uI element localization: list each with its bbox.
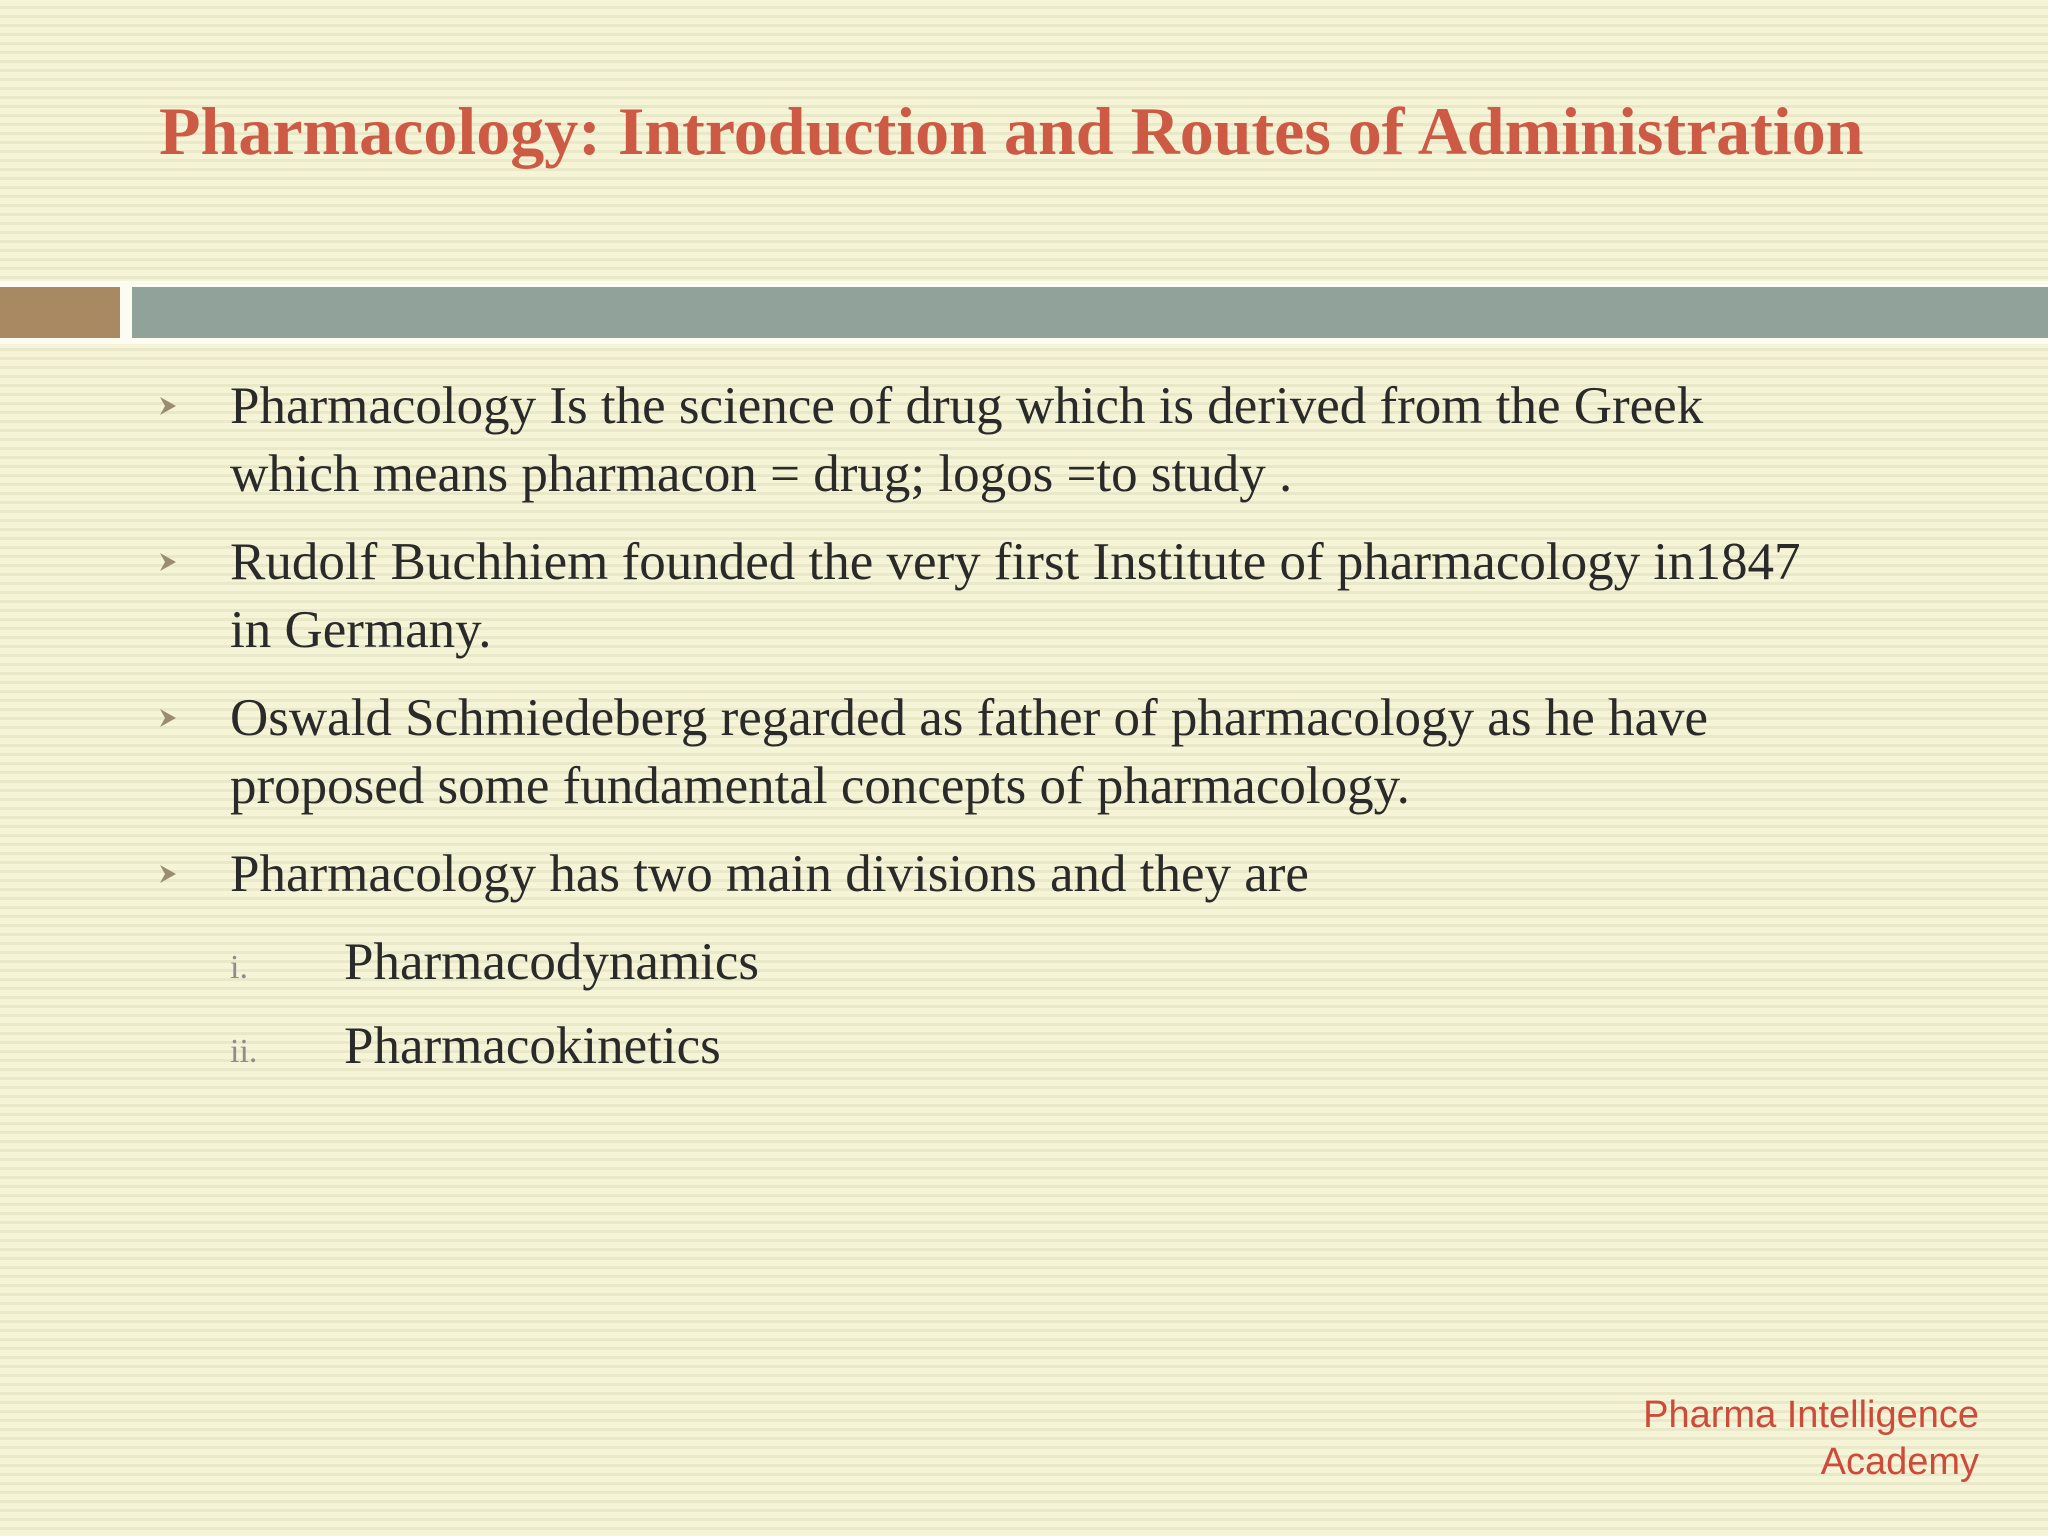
footer-line: Academy <box>1820 1441 1979 1483</box>
arrow-right-icon <box>158 862 178 886</box>
bullet-item <box>158 372 1978 508</box>
bullet-text-line: proposed some fundamental concepts of pharmacology. <box>230 757 1410 815</box>
bullet-list <box>158 372 1978 1096</box>
bullet-text-line: Rudolf Buchhiem founded the very first Institute of pharmacology in1847 <box>230 533 1801 591</box>
sub-item-text: Pharmacodynamics <box>344 933 760 991</box>
bullet-item <box>158 684 1978 820</box>
bullet-item <box>158 840 1978 908</box>
sub-item-number: ii. <box>230 1033 258 1070</box>
arrow-right-icon <box>158 394 178 418</box>
divider-bar <box>132 287 2048 338</box>
bullet-item <box>158 528 1978 664</box>
bullet-text-line: Pharmacology Is the science of drug which is derived from the Greek <box>230 377 1704 435</box>
sub-item-pharmacokinetics <box>158 1012 1978 1080</box>
footer-branding <box>1643 1392 1979 1486</box>
divider-accent-block <box>0 287 120 338</box>
footer-line: Pharma Intelligence <box>1643 1394 1979 1436</box>
bullet-text-line: Oswald Schmiedeberg regarded as father of pharmacology as he have <box>230 689 1709 747</box>
bullet-text-line: which means pharmacon = drug; logos =to study . <box>230 445 1293 503</box>
bullet-text-line: Pharmacology has two main divisions and they are <box>230 845 1309 903</box>
slide-title: Pharmacology: Introduction and Routes of Administration <box>159 93 1864 169</box>
arrow-right-icon <box>158 550 178 574</box>
sub-item-text: Pharmacokinetics <box>344 1017 721 1075</box>
arrow-right-icon <box>158 706 178 730</box>
bullet-text-line: in Germany. <box>230 601 492 659</box>
sub-item-pharmacodynamics <box>158 928 1978 996</box>
sub-item-number: i. <box>230 949 248 986</box>
